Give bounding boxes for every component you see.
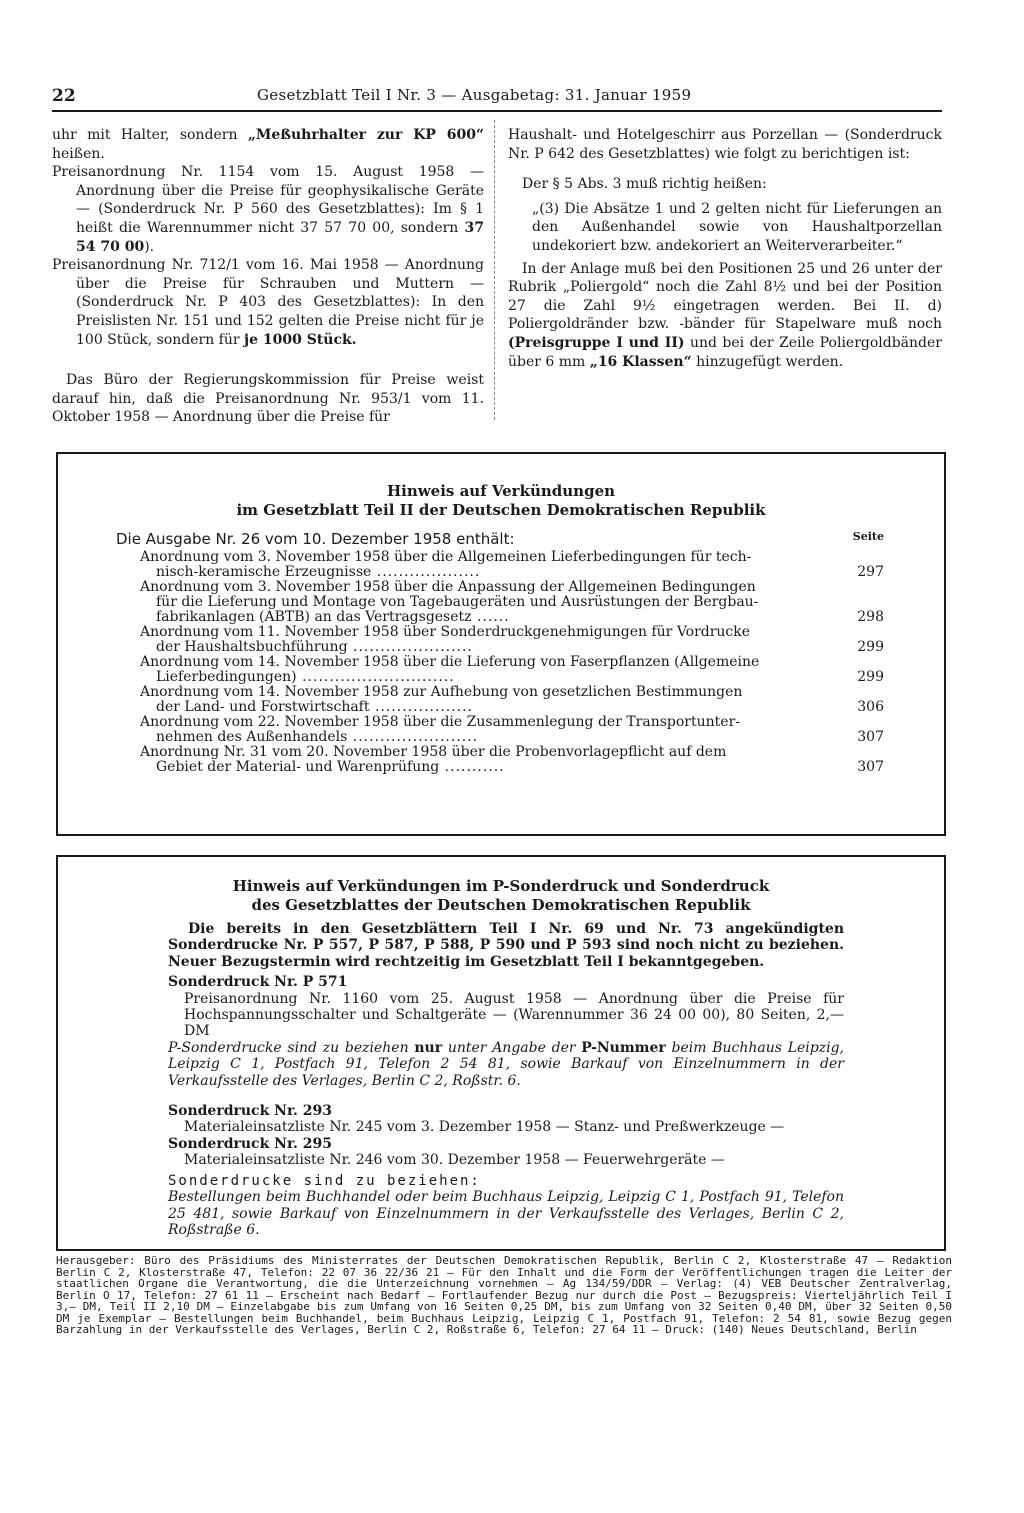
toc-entry-title: Anordnung vom 3. November 1958 über die Allgemeinen Lieferbedingungen für tech- [140,549,752,565]
left-paragraph-1 [52,126,484,163]
toc-entry-text: Gebiet der Material- und Warenprüfung [156,759,440,775]
toc-entry-text: fabrikanlagen (ABTB) an das Vertragsgesetz [156,609,472,625]
imprint [56,1255,952,1336]
sonderdruck-293-heading: Sonderdruck Nr. 293 [168,1103,333,1120]
toc-entry-continuation: für die Lieferung und Montage von Tagebaugeräten und Ausrüstungen der Bergbau- [156,594,759,610]
toc-page-number: 306 [857,699,884,715]
toc-entry [140,625,884,655]
toc-entry-continuation [140,730,814,745]
imprint-text: Herausgeber: Büro des Präsidiums des Ministerrates der Deutschen Demokratischen Republik, Berlin C 2, Klosterstraße 47 – Redaktion Berlin C 2, Klosterstraße 47, Telefon: 22 07 36 22/36 21 – Für den Inhalt und die Form der Veröffentlichungen tragen die Leiter der staatlichen Organe die Verantwortung, die die Unterzeichnung vornehmen – Ag 134/59/DDR – Verlag: (4) VEB Deutscher Zentralverlag, Berlin O 17, Telefon: 27 61 11 – Erscheint nach Bedarf – Fortlaufender Bezug nur durch die Post – Bezugspreis: Vierteljährlich Teil I 3,– DM, Teil II 2,10 DM – Einzelabgabe bis zum Umfang von 16 Seiten 0,25 DM, bis zum Umfang von 32 Seiten 0,40 DM, über 32 Seiten 0,50 DM je Exemplar – Bestellungen beim Buchhandel, beim Buchhaus Leipzig, Leipzig C 1, Postfach 91, Telefon: 2 54 81, sowie Bezug gegen Barzahlung in der Verkaufsstelle des Verlages, Berlin C 2, Roßstraße 6, Telefon: 27 64 11 – Druck: (140) Neues Deutschland, Berlin [56,1254,952,1336]
box2-contents [168,921,844,1238]
toc-page-number: 297 [857,564,884,580]
toc-entry [140,580,884,625]
sonderdruck-293-text: Materialeinsatzliste Nr. 245 vom 3. Dezember 1958 — Stanz- und Preßwerkzeuge — [184,1119,785,1136]
toc-entry-continuation [140,610,814,625]
leader-dots: ...................... [347,639,473,655]
bold-text: „16 Klassen“ [589,353,692,370]
page-column-header: Seite [852,530,884,543]
bold-text: P-Nummer [581,1039,666,1056]
toc-entry-text: nehmen des Außenhandels [156,729,348,745]
toc-page-number: 307 [857,729,884,745]
announcement-box-gesetzblatt-teil-ii [56,452,946,836]
bold-text: 37 54 70 00 [76,219,484,255]
text: unter Angabe der [442,1039,582,1056]
left-paragraph-2 [52,163,484,256]
publication-title: Gesetzblatt Teil I Nr. 3 — Ausgabetag: 31. Januar 1959 [257,86,692,104]
p-sonderdruck-info [168,1040,844,1089]
page-number: 22 [52,86,76,106]
text: Preisanordnung Nr. 712/1 vom 16. Mai 1958 — Anordnung über die Preise für Schrauben und Muttern — (Sonderdruck Nr. P 403 des Gesetzblattes): In den Preislisten Nr. 151 und 152 gelten die Preise nicht für je 100 Stück, sondern für [52,257,484,348]
bold-text: (Preisgruppe I und II) [508,334,685,351]
box1-title-line2: im Gesetzblatt Teil II der Deutschen Demokratischen Republik [236,501,766,519]
text: heißen. [52,145,105,162]
toc-entry-text: Lieferbedingungen) [156,669,297,685]
bold-text: nur [414,1039,443,1056]
leader-dots: ....................... [347,729,479,745]
text: ). [144,238,155,255]
toc-entry-continuation [140,670,814,685]
right-paragraph-3: „(3) Die Absätze 1 und 2 gelten nicht für Lieferungen an den Außenhandel sowie von Haushaltporzellan undekoriert bzw. andekoriert an Weiterverarbeiter.“ [532,200,942,254]
text: hinzugefügt werden. [691,353,844,370]
sonderdruck-p571-heading: Sonderdruck Nr. P 571 [168,974,348,991]
notice-text: Die bereits in den Gesetzblättern Teil I Nr. 69 und Nr. 73 angekündigten Sonderdrucke Nr. P 557, P 587, P 588, P 590 und P 593 sind noch nicht zu beziehen. Neuer Bezugstermin wird rechtzeitig im Gesetzblatt Teil I bekanntgegeben. [168,921,844,970]
leader-dots: ............................ [296,669,455,685]
bold-text: je 1000 Stück. [244,331,357,348]
toc-entry [140,685,884,715]
toc-entry-title: Anordnung Nr. 31 vom 20. November 1958 über die Probenvorlagepflicht auf dem [140,744,727,760]
toc-entry-text: der Land- und Forstwirtschaft [156,699,370,715]
box1-title-line1: Hinweis auf Verkündungen [386,482,616,500]
text: und bei der Zeile Poliergoldbänder über 6 mm [508,334,942,370]
order-text: Bestellungen beim Buchhandel oder beim Buchhaus Leipzig, Leipzig C 1, Postfach 91, Telefon 25 481, sowie Barkauf von Einzelnummern in der Verkaufsstelle des Verlages, Berlin C 2, Roßstraße 6. [168,1189,844,1238]
toc-entry [140,745,884,775]
toc-page-number: 299 [857,639,884,655]
toc-list [116,550,884,775]
right-paragraph-1: Haushalt- und Hotelgeschirr aus Porzellan — (Sonderdruck Nr. P 642 des Gesetzblattes) wie folgt zu berichtigen ist: [508,127,942,162]
column-divider [494,120,495,420]
toc-entry-text: der Haushaltsbuchführung [156,639,348,655]
left-column [52,126,484,427]
toc-entry-title: Anordnung vom 14. November 1958 zur Aufhebung von gesetzlichen Bestimmungen [140,684,743,700]
left-paragraph-3 [52,256,484,349]
toc-entry-title: Anordnung vom 11. November 1958 über Sonderdruckgenehmigungen für Vordrucke [140,624,751,640]
box2-title-line1: Hinweis auf Verkündungen im P-Sonderdruck und Sonderdruck [232,877,770,895]
box1-intro: Die Ausgabe Nr. 26 vom 10. Dezember 1958 enthält: [116,530,515,548]
sonderdruck-295-heading: Sonderdruck Nr. 295 [168,1135,333,1152]
text: Preisanordnung Nr. 1154 vom 15. August 1958 — Anordnung über die Preise für geophysikalische Geräte — (Sonderdruck Nr. P 560 des Gesetzblattes): Im § 1 heißt die Warennummer nicht 37 57 70 00, sondern [52,164,484,236]
text: In der Anlage muß bei den Positionen 25 und 26 unter der Rubrik „Poliergold“ noch die Zahl 8½ und bei der Position 27 die Zahl 9½ eingetragen werden. Bei II. d) Poliergoldränder bzw. -bänder für Stapelware muß noch [508,260,942,333]
toc-page-number: 307 [857,759,884,775]
sonderdruck-295-text: Materialeinsatzliste Nr. 246 vom 30. Dezember 1958 — Feuerwehrgeräte — [184,1152,725,1169]
toc-page-number: 298 [857,609,884,625]
toc-entry-continuation [140,565,814,580]
toc-entry-title: Anordnung vom 3. November 1958 über die Anpassung der Allgemeinen Bedingungen [140,579,756,595]
right-paragraph-2: Der § 5 Abs. 3 muß richtig heißen: [522,176,767,193]
text: P-Sonderdrucke sind zu beziehen [168,1039,415,1056]
toc-entry [140,655,884,685]
text: uhr mit Halter, sondern [52,127,248,143]
bold-text: „Meßuhrhalter zur KP 600“ [247,127,484,143]
right-paragraph-4 [508,260,942,372]
leader-dots: .................. [369,699,474,715]
leader-dots: ........... [439,759,505,775]
toc-entry-title: Anordnung vom 14. November 1958 über die Lieferung von Faserpflanzen (Allgemeine [140,654,760,670]
leader-dots: ...... [471,609,510,625]
box2-title-line2: des Gesetzblattes der Deutschen Demokratischen Republik [251,896,751,914]
right-column [508,126,942,371]
text: beim Buchhaus Leipzig, Leipzig C 1, Postfach 91, Telefon 2 54 81, sowie Barkauf von Einzelnummern in der Verkaufsstelle des Verlages, Berlin C 2, Roßstr. 6. [168,1039,844,1089]
toc-entry-title: Anordnung vom 22. November 1958 über die Zusammenlegung der Transportunter- [140,714,740,730]
announcement-box-sonderdruck [56,855,946,1251]
toc-entry-continuation [140,640,814,655]
toc-entry [140,715,884,745]
toc-entry-continuation [140,700,814,715]
sonderdruck-p571-text: Preisanordnung Nr. 1160 vom 25. August 1958 — Anordnung über die Preise für Hochspannungsschalter und Schaltgeräte — (Warennummer 36 24 00 00), 80 Seiten, 2,— DM [184,990,844,1040]
order-heading: Sonderdrucke sind zu beziehen: [168,1172,481,1189]
toc-page-number: 299 [857,669,884,685]
toc-entry-text: nisch-keramische Erzeugnisse [156,564,372,580]
toc-entry [140,550,884,580]
leader-dots: ................... [371,564,481,580]
box1-contents [116,530,884,775]
toc-entry-continuation [140,760,814,775]
left-paragraph-4: Das Büro der Regierungskommission für Preise weist darauf hin, daß die Preisanordnung Nr. 953/1 vom 11. Oktober 1958 — Anordnung über die Preise für [52,372,484,426]
page-header [52,86,942,112]
